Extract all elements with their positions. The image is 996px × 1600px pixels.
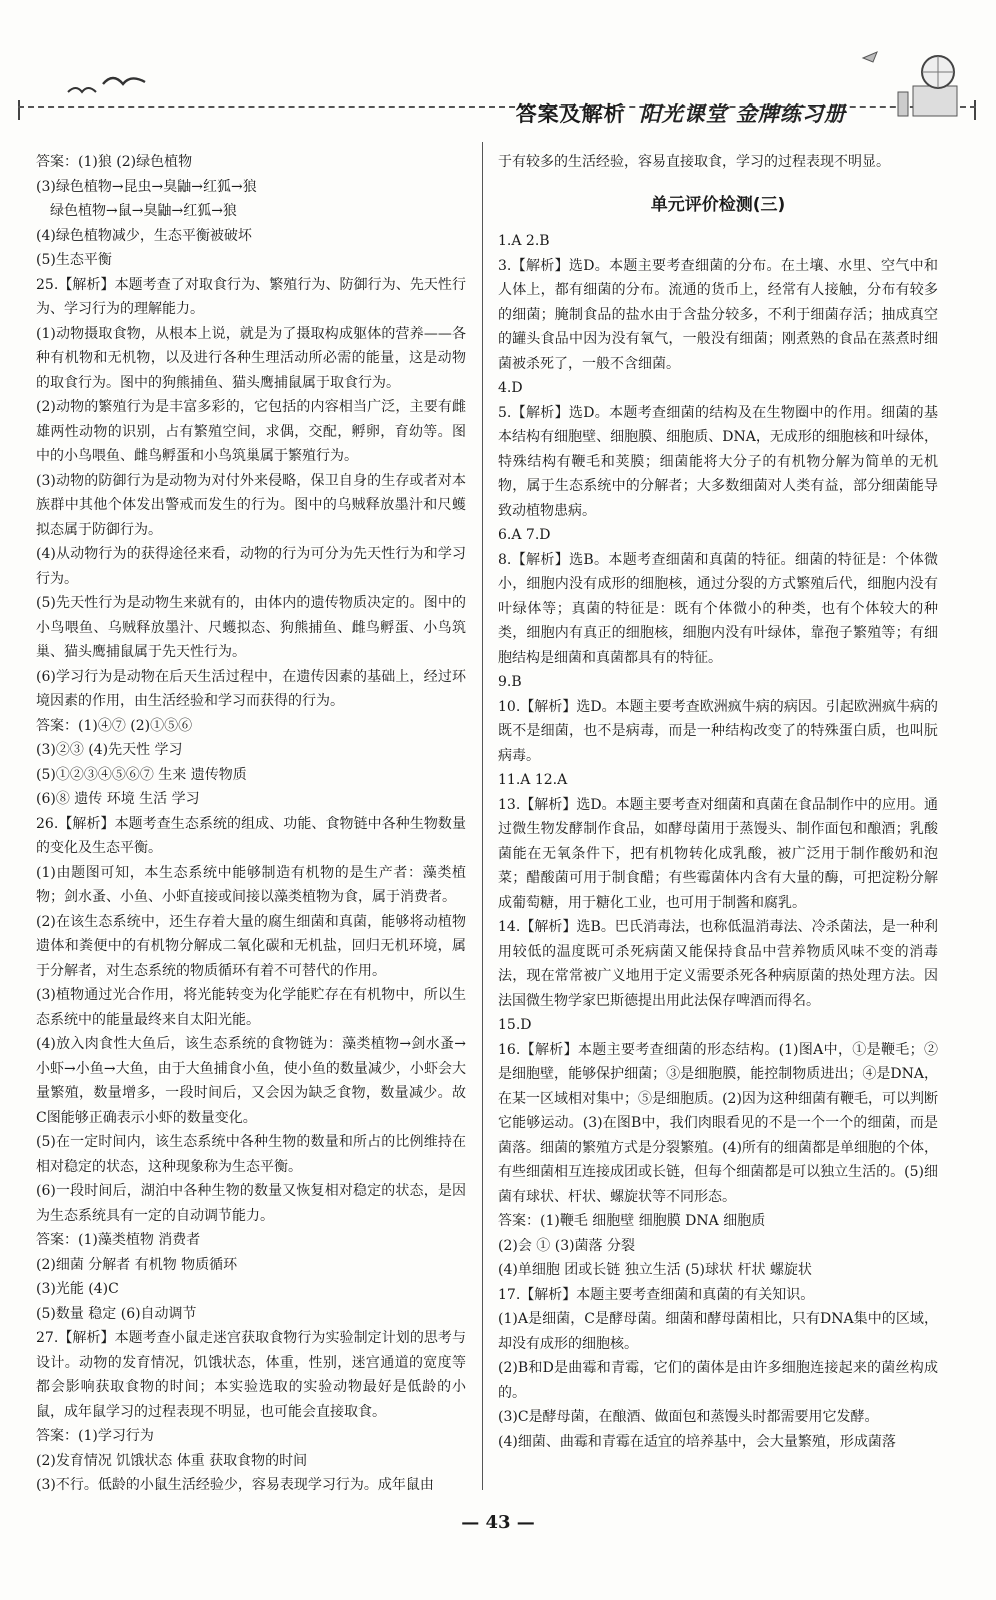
answer-line: (5)生态平衡 (36, 252, 112, 268)
header-brand: 阳光课堂 金牌练习册 (639, 102, 846, 126)
answer-line: (2)会 ① (3)菌落 分裂 (498, 1237, 636, 1254)
explanation-paragraph: (2)在该生态系统中，还生存着大量的腐生细菌和真菌，能够将动植物遗体和粪便中的有机物分解成二氧化碳和无机盐，回归无机环境，属于分解者，对生态系统的物质循环有着不可替代的作用。 (36, 913, 466, 979)
header-section-label: 答案及解析 (515, 102, 626, 126)
page-header (18, 70, 976, 140)
explanation-paragraph: (6)学习行为是动物在后天生活过程中，在遗传因素的基础上，经过环境因素的作用，由生活经验和学习而获得的行为。 (36, 668, 466, 709)
explanation-paragraph: 3.【解析】选D。本题主要考查细菌的分布。在土壤、水里、空气中和人体上，都有细菌的分布。流通的货币上，经常有人接触，分布有较多的细菌；腌制食品的盐水由于含盐分较多，不利于细菌存活；抽成真空的罐头食品中因为没有氧气，一般没有细菌；刚煮熟的食品在蒸煮时细菌被杀死了，一般不含细菌。 (498, 257, 938, 372)
answer-line: 6.A 7.D (498, 527, 551, 543)
answer-line: 答案：(1)狼 (2)绿色植物 (36, 154, 193, 170)
answer-line: 4.D (498, 380, 523, 396)
explanation-paragraph: 14.【解析】选B。巴氏消毒法，也称低温消毒法、冷杀菌法，是一种利用较低的温度既可杀死病菌又能保持食品中营养物质风味不变的消毒法，现在常常被广义地用于定义需要杀死各种病原菌的热处理方法。因法国微生物学家巴斯德提出用此法保存啤酒而得名。 (498, 919, 938, 1009)
continuation-line: 于有较多的生活经验，容易直接取食，学习的过程表现不明显。 (498, 154, 890, 170)
answer-line: 1.A 2.B (498, 233, 550, 249)
answer-line: 15.D (498, 1017, 532, 1033)
left-column (36, 150, 466, 1498)
answer-line: 答案：(1)藻类植物 消费者 (36, 1232, 201, 1248)
explanation-paragraph: 8.【解析】选B。本题考查细菌和真菌的特征。细菌的特征是：个体微小，细胞内没有成形的细胞核，通过分裂的方式繁殖后代，细胞内没有叶绿体等；真菌的特征是：既有个体微小的种类，也有个体较大的种类，细胞内有真正的细胞核，细胞内没有叶绿体，靠孢子繁殖等；有细胞结构是细菌和真菌都具有的特征。 (498, 551, 938, 666)
answer-line: 答案：(1)④⑦ (2)①⑤⑥ (36, 717, 193, 734)
explanation-paragraph: 25.【解析】本题考查了对取食行为、繁殖行为、防御行为、先天性行为、学习行为的理解能力。 (36, 276, 466, 317)
answer-line: (2)发育情况 饥饿状态 体重 获取食物的时间 (36, 1452, 308, 1469)
explanation-paragraph: (5)在一定时间内，该生态系统中各种生物的数量和所占的比例维持在相对稳定的状态，这种现象称为生态平衡。 (36, 1134, 466, 1175)
explanation-paragraph: (3)动物的防御行为是动物为对付外来侵略，保卫自身的生存或者对本族群中其他个体发出警戒而发生的行为。图中的乌贼释放墨汁和尺蠖拟态属于防御行为。 (36, 472, 466, 538)
answer-line: (3)②③ (4)先天性 学习 (36, 742, 183, 758)
answer-line: 答案：(1)鞭毛 细胞壁 细胞膜 DNA 细胞质 (498, 1213, 766, 1229)
answer-line: 绿色植物→鼠→臭鼬→红狐→狼 (50, 203, 237, 219)
explanation-paragraph: (5)先天性行为是动物生来就有的，由体内的遗传物质决定的。图中的小鸟喂鱼、乌贼释放墨汁、尺蠖拟态、狗熊捕鱼、雌鸟孵蛋、小鸟筑巢、猫头鹰捕鼠属于先天性行为。 (36, 595, 466, 660)
answer-line: 11.A 12.A (498, 772, 568, 788)
explanation-paragraph: (6)一段时间后，湖泊中各种生物的数量又恢复相对稳定的状态，是因为生态系统具有一定的自动调节能力。 (36, 1183, 466, 1224)
explanation-paragraph: (3)植物通过光合作用，将光能转变为化学能贮存在有机物中，所以生态系统中的能量最终来自太阳光能。 (36, 987, 466, 1028)
explanation-paragraph: (3)C是酵母菌，在酿酒、做面包和蒸馒头时都需要用它发酵。 (498, 1409, 879, 1425)
explanation-paragraph: 26.【解析】本题考查生态系统的组成、功能、食物链中各种生物数量的变化及生态平衡。 (36, 815, 466, 856)
answer-line: (4)单细胞 团或长链 独立生活 (5)球状 杆状 螺旋状 (498, 1262, 812, 1278)
explanation-paragraph: 13.【解析】选D。本题主要考查对细菌和真菌在食品制作中的应用。通过微生物发酵制作食品，如酵母菌用于蒸馒头、制作面包和酿酒；乳酸菌能在无氧条件下，把有机物转化成乳酸，被广泛用于制作酸奶和泡菜；醋酸菌可用于制食醋；有些霉菌体内含有大量的酶，可把淀粉分解成葡萄糖，用于糖化工业，也可用于制酱和腐乳。 (498, 796, 938, 911)
answer-line: (3)光能 (4)C (36, 1281, 119, 1297)
explanation-paragraph: (2)动物的繁殖行为是丰富多彩的，它包括的内容相当广泛，主要有雌雄两性动物的识别，占有繁殖空间，求偶，交配，孵卵，育幼等。图中的小鸟喂鱼、雌鸟孵蛋和小鸟筑巢属于繁殖行为。 (36, 399, 466, 464)
answer-line: (3)绿色植物→昆虫→臭鼬→红狐→狼 (36, 178, 257, 195)
explanation-paragraph: 17.【解析】本题主要考查细菌和真菌的有关知识。 (498, 1286, 815, 1303)
answer-line: (5)①②③④⑤⑥⑦ 生来 遗传物质 (36, 766, 247, 783)
explanation-paragraph: (4)放入肉食性大鱼后，该生态系统的食物链为：藻类植物→剑水蚤→小虾→小鱼→大鱼，由于大鱼捕食小鱼，使小鱼的数量减少，小虾会大量繁殖，数量增多，一段时间后，又会因为缺乏食物，数量减少。故C图能够正确表示小虾的数量变化。 (36, 1036, 466, 1126)
right-column (498, 150, 938, 1454)
explanation-paragraph: (1)A是细菌，C是酵母菌。细菌和酵母菌相比，只有DNA集中的区域，却没有成形的细胞核。 (498, 1311, 938, 1352)
explanation-paragraph: (1)动物摄取食物，从根本上说，就是为了摄取构成躯体的营养——各种有机物和无机物，以及进行各种生理活动所必需的能量，这是动物的取食行为。图中的狗熊捕鱼、猫头鹰捕鼠属于取食行为。 (36, 325, 466, 391)
answer-line: 9.B (498, 674, 522, 690)
explanation-paragraph: 16.【解析】本题主要考查细菌的形态结构。(1)图A中，①是鞭毛；②是细胞壁，能够保护细菌；③是细胞膜，能控制物质进出；④是DNA，在某一区域相对集中；⑤是细胞质。(2)因为这种细菌有鞭毛，可以判断它能够运动。(3)在图B中，我们肉眼看见的不是一个一个的细菌，而是菌落。细菌的繁殖方式是分裂繁殖。(4)所有的细菌都是单细胞的个体，有些细菌相互连接成团或长链，但每个细菌都是可以独立生活的。(5)细菌有球状、杆状、螺旋状等不同形态。 (498, 1041, 938, 1205)
explanation-paragraph: (1)由题图可知，本生态系统中能够制造有机物的是生产者：藻类植物；剑水蚤、小鱼、小虾直接或间接以藻类植物为食，属于消费者。 (36, 864, 466, 905)
section-title: 单元评价检测(三) (650, 194, 786, 215)
header-title (516, 98, 846, 128)
answer-line: (6)⑧ 遗传 环境 生活 学习 (36, 791, 200, 807)
explanation-paragraph: (4)从动物行为的获得途径来看，动物的行为可分为先天性行为和学习行为。 (36, 546, 466, 587)
column-divider (482, 142, 483, 1490)
answer-line: (5)数量 稳定 (6)自动调节 (36, 1305, 197, 1322)
page-number: — 43 — (461, 1512, 535, 1533)
globe-decoration-icon (858, 48, 968, 118)
explanation-paragraph: (2)B和D是曲霉和青霉，它们的菌体是由许多细胞连接起来的菌丝构成的。 (498, 1360, 938, 1401)
answer-line: (4)绿色植物减少，生态平衡被破坏 (36, 227, 252, 244)
answer-line: (3)不行。低龄的小鼠生活经验少，容易表现学习行为。成年鼠由 (36, 1477, 434, 1493)
answer-line: (2)细菌 分解者 有机物 物质循环 (36, 1256, 238, 1273)
explanation-paragraph: 5.【解析】选D。本题考查细菌的结构及在生物圈中的作用。细菌的基本结构有细胞壁、细胞膜、细胞质、DNA，无成形的细胞核和叶绿体，特殊结构有鞭毛和荚膜；细菌能将大分子的有机物分解为简单的无机物，属于生态系统中的分解者；大多数细菌对人类有益，部分细菌能导致动植物患病。 (498, 404, 938, 519)
explanation-paragraph: (4)细菌、曲霉和青霉在适宜的培养基中，会大量繁殖，形成菌落 (498, 1433, 896, 1450)
explanation-paragraph: 10.【解析】选D。本题主要考查欧洲疯牛病的病因。引起欧洲疯牛病的既不是细菌，也不是病毒，而是一种结构改变了的特殊蛋白质，也叫朊病毒。 (498, 698, 938, 764)
explanation-paragraph: 27.【解析】本题考查小鼠走迷宫获取食物行为实验制定计划的思考与设计。动物的发育情况，饥饿状态，体重，性别，迷宫通道的宽度等都会影响获取食物的时间；本实验选取的实验动物最好是低龄的小鼠，成年鼠学习的过程表现不明显，也可能会直接取食。 (36, 1330, 466, 1420)
answer-line: 答案：(1)学习行为 (36, 1428, 154, 1444)
